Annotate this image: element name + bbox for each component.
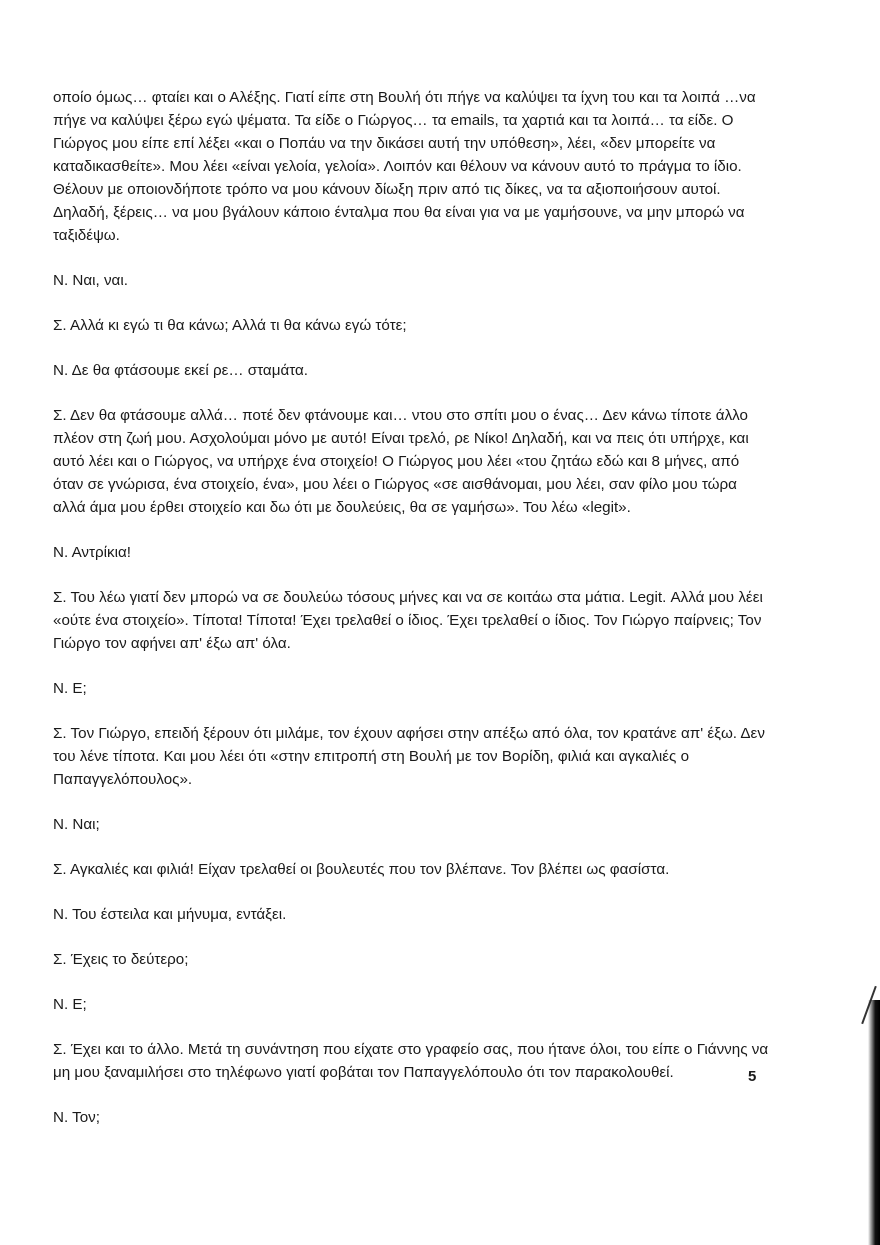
paragraph-15: Σ. Έχει και το άλλο. Μετά τη συνάντηση που είχατε στο γραφείο σας, που ήτανε όλοι, του είπε ο Γιάννης να μη μου ξαναμιλήσει στο τηλέφωνο γιατί φοβάται τον Παπαγγελόπουλο ότι τον παρακολουθεί. [53, 1041, 769, 1081]
paragraph-11: Σ. Αγκαλιές και φιλιά! Είχαν τρελαθεί οι βουλευτές που τον βλέπανε. Τον βλέπει ως φασίστα. [53, 861, 670, 878]
paragraph-16: Ν. Τον; [53, 1109, 100, 1126]
page-number: 5 [748, 1068, 757, 1085]
paragraph-2: Ν. Ναι, ναι. [53, 272, 128, 289]
paragraph-3: Σ. Αλλά κι εγώ τι θα κάνω; Αλλά τι θα κάνω εγώ τότε; [53, 317, 407, 334]
paragraph-1: οποίο όμως… φταίει και ο Αλέξης. Γιατί είπε στη Βουλή ότι πήγε να καλύψει τα ίχνη του και τα λοιπά …να πήγε να καλύψει ξέρω εγώ ψέματα. Τα είδε ο Γιώργος… τα emails, τα χαρτιά και τα λοιπά… τα είδε. Ο Γιώργος μου είπε επί λέξει «και ο Ποπάυ να την δικάσει αυτή την υπόθεση», λέει, «δεν μπορείτε να καταδικασθείτε». Μου λέει «είναι γελοία, γελοία». Λοιπόν και θέλουν να κάνουν αυτό το πράγμα το ίδιο. Θέλουν με οποιονδήποτε τρόπο να μου κάνουν δίωξη πριν από τις δίκες, να τα αξιοποιήσουν αυτοί. Δηλαδή, ξέρεις… να μου βγάλουν κάποιο ένταλμα που θα είναι για να με γαμήσουνε, να μην μπορώ να ταξιδέψω. [53, 89, 756, 244]
paragraph-4: Ν. Δε θα φτάσουμε εκεί ρε… σταμάτα. [53, 362, 309, 379]
paragraph-8: Ν. Ε; [53, 680, 87, 697]
paragraph-7: Σ. Του λέω γιατί δεν μπορώ να σε δουλεύω τόσους μήνες και να σε κοιτάω στα μάτια. Legit. Αλλά μου λέει «ούτε ένα στοιχείο». Τίποτα! Τίποτα! Έχει τρελαθεί ο ίδιος. Έχει τρελαθεί ο ίδιος. Τον Γιώργο παίρνεις; Τον Γιώργο τον αφήνει απ' έξω απ' όλα. [53, 589, 763, 652]
paragraph-9: Σ. Τον Γιώργο, επειδή ξέρουν ότι μιλάμε, τον έχουν αφήσει στην απέξω από όλα, τον κρατάνε απ' έξω. Δεν του λένε τίποτα. Και μου λέει ότι «στην επιτροπή στη Βουλή με τον Βορίδη, φιλιά και αγκαλιές ο Παπαγγελόπουλος». [53, 725, 765, 788]
paragraph-6: Ν. Αντρίκια! [53, 544, 131, 561]
paragraph-12: Ν. Του έστειλα και μήνυμα, εντάξει. [53, 906, 287, 923]
paragraph-10: Ν. Ναι; [53, 816, 100, 833]
paragraph-5: Σ. Δεν θα φτάσουμε αλλά… ποτέ δεν φτάνουμε και… ντου στο σπίτι μου ο ένας… Δεν κάνω τίποτε άλλο πλέον στη ζωή μου. Ασχολούμαι μόνο με αυτό! Είναι τρελό, ρε Νίκο! Δηλαδή, και να πεις ότι υπήρχε, και αυτό λέει και ο Γιώργος, να υπήρχε ένα στοιχείο! Ο Γιώργος μου λέει «του ζητάω εδώ και 8 μήνες, από όταν σε γνώρισα, ένα στοιχείο, ένα», μου λέει ο Γιώργος «σε αισθάνομαι, μου λέει, σαν φίλο μου τώρα αλλά άμα μου έρθει στοιχείο και δω ότι με δουλεύεις, θα σε γαμήσω». Του λέω «legit». [53, 407, 749, 516]
transcript-body [53, 86, 773, 1151]
scan-edge-shadow [868, 1000, 880, 1245]
paragraph-13: Σ. Έχεις το δεύτερο; [53, 951, 189, 968]
paragraph-14: Ν. Ε; [53, 996, 87, 1013]
